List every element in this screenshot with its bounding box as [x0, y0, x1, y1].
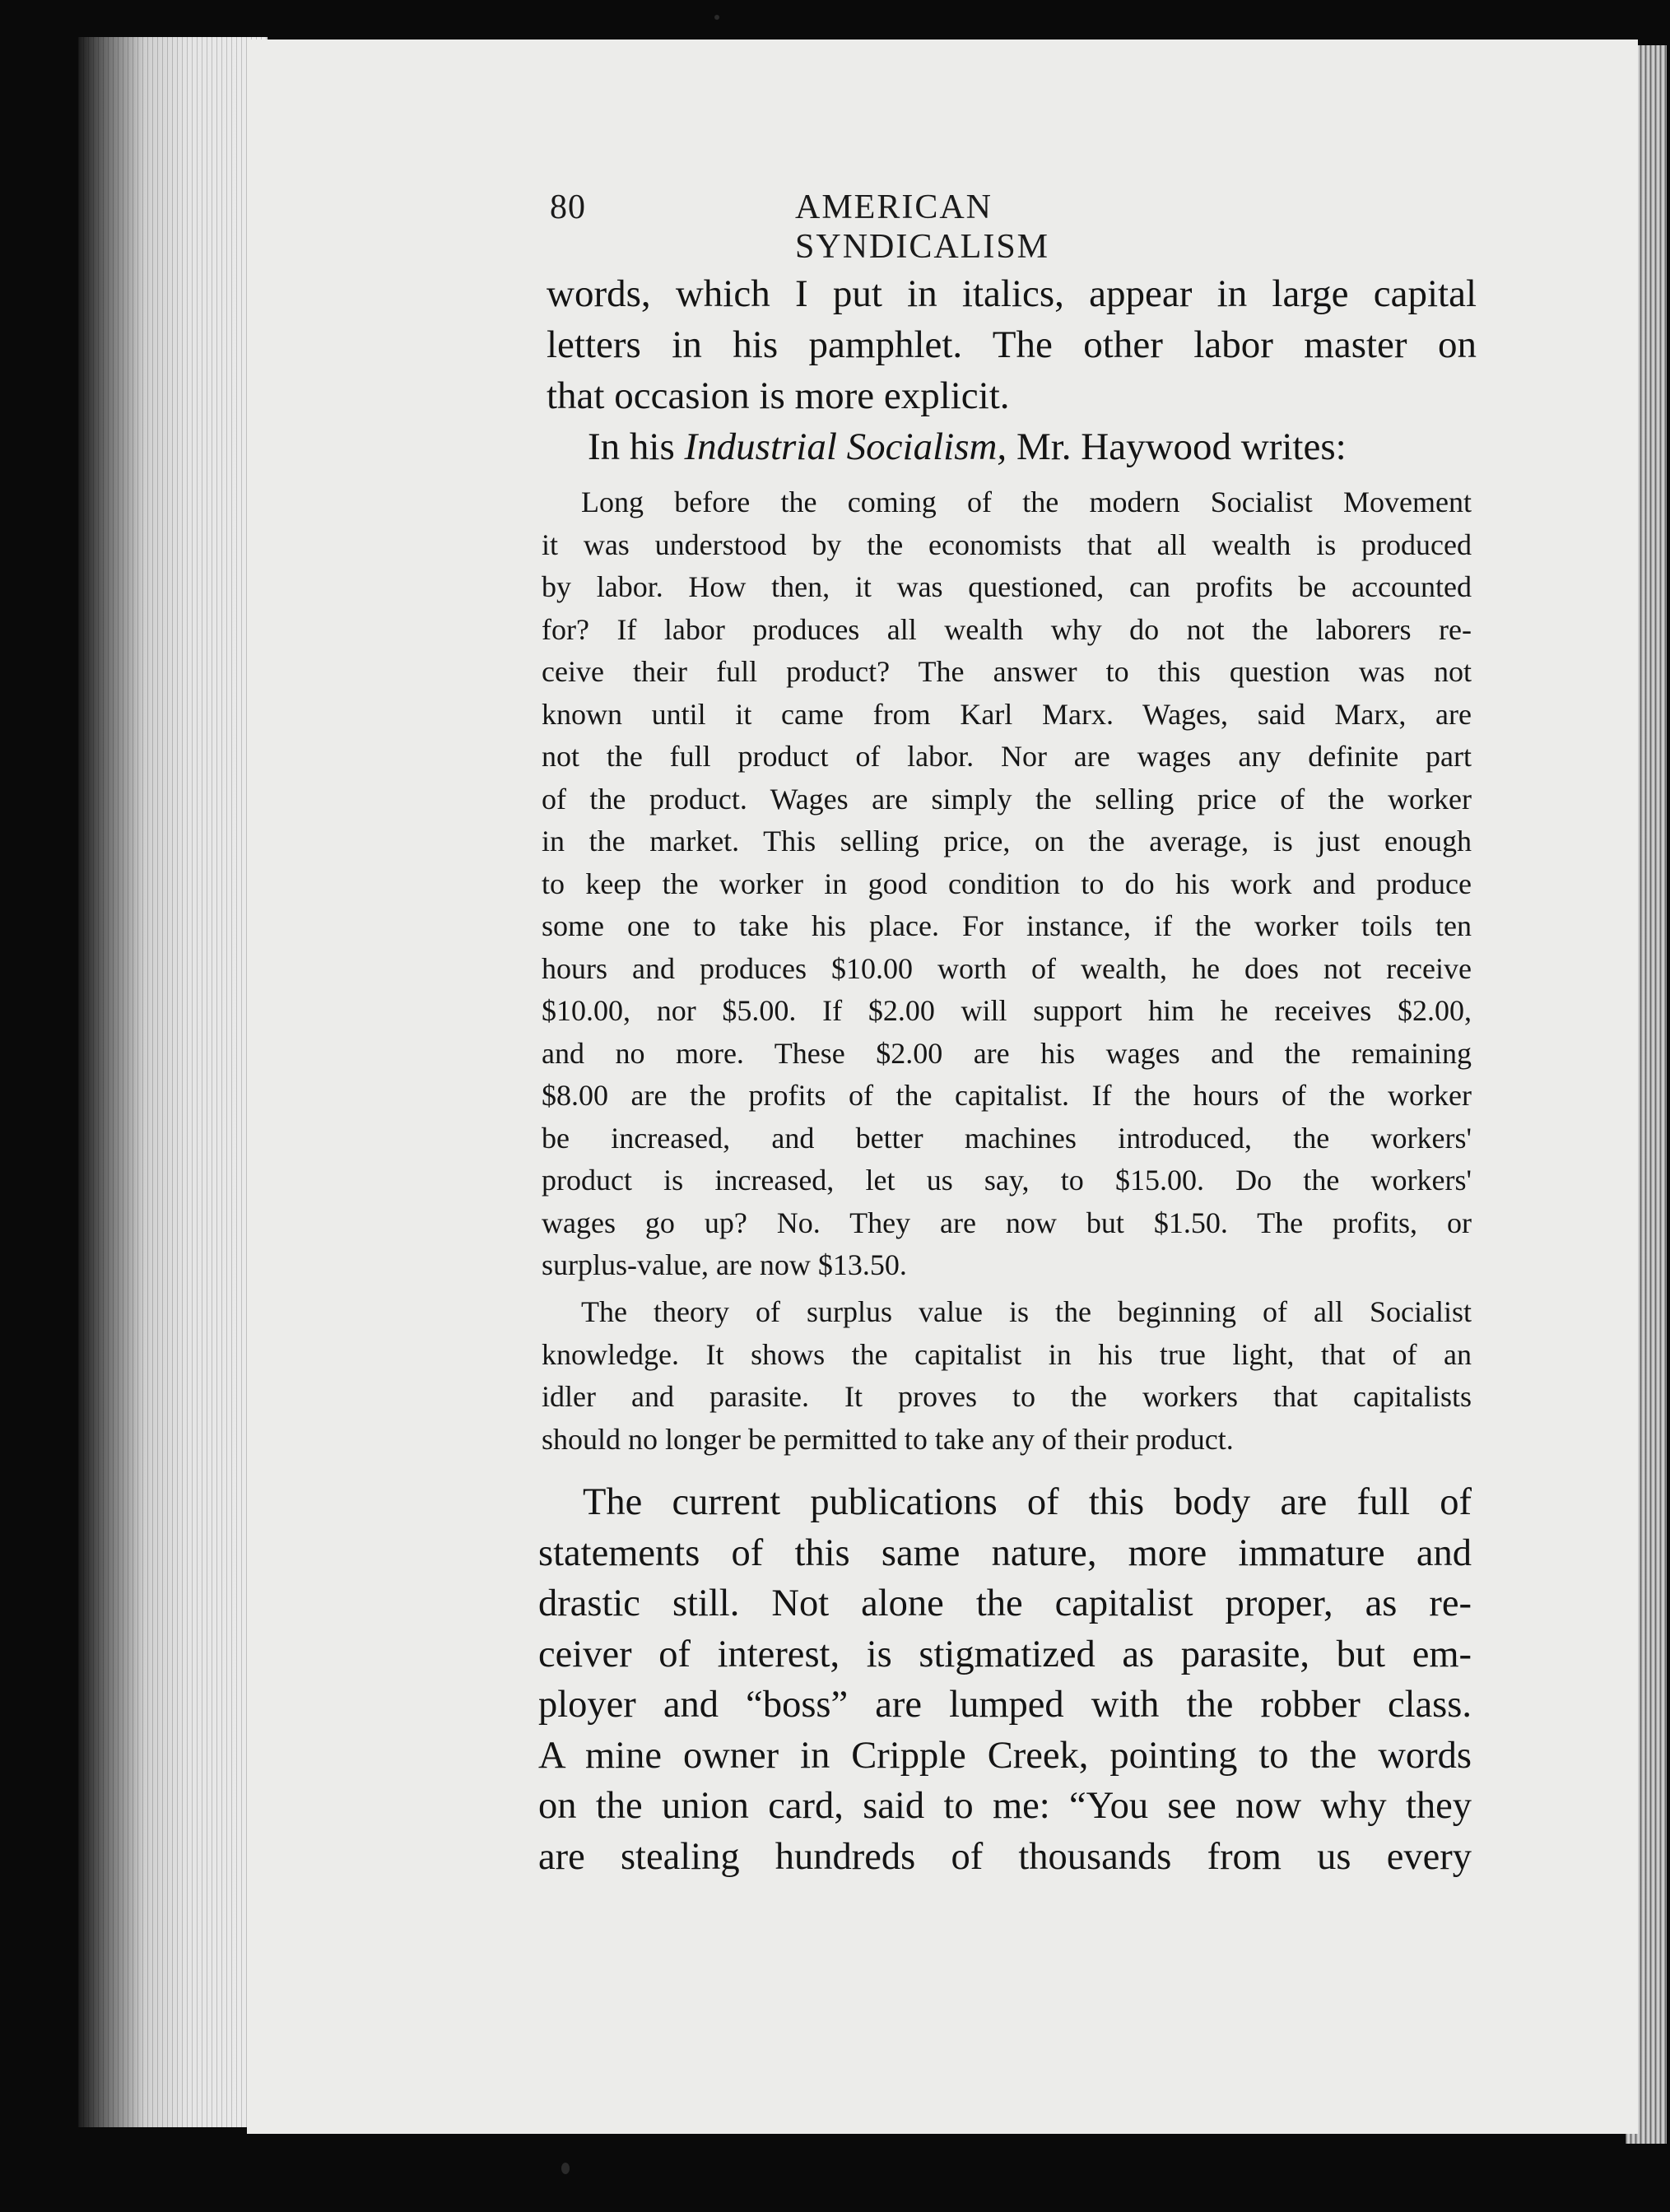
quote-line: knowledge. It shows the capitalist in his true light, that of an — [542, 1337, 1472, 1371]
quote-line: should no longer be permitted to take any of their product. — [542, 1422, 1234, 1456]
left-page-edges — [78, 37, 267, 2127]
quote-line: by labor. How then, it was questioned, can profits be accounted — [542, 570, 1472, 603]
intro-after: Mr. Haywood writes: — [1007, 425, 1347, 468]
quote-line: to keep the worker in good condition to do his work and produce — [542, 867, 1472, 900]
text-line: are stealing hundreds of thousands from us every — [538, 1835, 1472, 1878]
running-title: AMERICAN SYNDICALISM — [795, 188, 1050, 266]
text-line: letters in his pamphlet. The other labor master on — [547, 323, 1477, 366]
quote-line: Long before the coming of the modern Socialist Movement — [581, 486, 1472, 518]
paragraph-1 — [547, 268, 1477, 421]
quote-line: of the product. Wages are simply the selling price of the worker — [542, 782, 1472, 816]
block-quote-1 — [542, 481, 1472, 1287]
quote-line: in the market. This selling price, on the average, is just enough — [542, 825, 1472, 857]
quote-line: $10.00, nor $5.00. If $2.00 will support him he receives $2.00, — [542, 994, 1472, 1027]
quote-line: it was understood by the economists that all wealth is produced — [542, 527, 1472, 561]
text-line: on the union card, said to me: “You see now why they — [538, 1785, 1472, 1827]
text-line: drastic still. Not alone the capitalist proper, as re- — [538, 1582, 1472, 1624]
quote-line: not the full product of labor. Nor are wages any definite part — [542, 740, 1472, 773]
text-line: The current publications of this body are full of — [583, 1481, 1472, 1523]
block-quote-2 — [542, 1291, 1472, 1461]
quote-line: The theory of surplus value is the beginning of all Socialist — [581, 1295, 1472, 1328]
book-title: Industrial Socialism, — [684, 425, 1007, 468]
intro-before: In his — [588, 425, 685, 468]
quote-line: for? If labor produces all wealth why do not the laborers re- — [542, 612, 1472, 646]
scan-speck — [714, 15, 719, 20]
scan-speck — [561, 2163, 570, 2174]
page-number: 80 — [550, 188, 586, 226]
paragraph-2 — [538, 1477, 1472, 1882]
quote-line: $8.00 are the profits of the capitalist. If the hours of the worker — [542, 1079, 1472, 1112]
quote-line: known until it came from Karl Marx. Wages, said Marx, are — [542, 697, 1472, 731]
text-line: ployer and “boss” are lumped with the robber class. — [538, 1684, 1472, 1726]
quote-line: some one to take his place. For instance, if the worker toils ten — [542, 909, 1472, 942]
quote-line: ceive their full product? The answer to this question was not — [542, 655, 1472, 688]
text-line: ceiver of interest, is stigmatized as parasite, but em- — [538, 1633, 1472, 1675]
text-line: words, which I put in italics, appear in large capital — [547, 272, 1477, 315]
quote-line: surplus-value, are now $13.50. — [542, 1248, 907, 1281]
text-line: statements of this same nature, more immature and — [538, 1531, 1472, 1574]
quote-line: wages go up? No. They are now but $1.50. The profits, or — [542, 1206, 1472, 1239]
quote-line: and no more. These $2.00 are his wages and the remaining — [542, 1036, 1472, 1070]
quote-line: product is increased, let us say, to $15.00. Do the workers' — [542, 1164, 1472, 1197]
quote-line: hours and produces $10.00 worth of wealth, he does not receive — [542, 951, 1472, 985]
quote-line: idler and parasite. It proves to the workers that capitalists — [542, 1380, 1472, 1413]
text-line: A mine owner in Cripple Creek, pointing to the words — [538, 1734, 1472, 1777]
text-line: that occasion is more explicit. — [547, 374, 1010, 417]
quote-line: be increased, and better machines introduced, the workers' — [542, 1121, 1472, 1155]
quote-introduction — [588, 421, 1477, 472]
